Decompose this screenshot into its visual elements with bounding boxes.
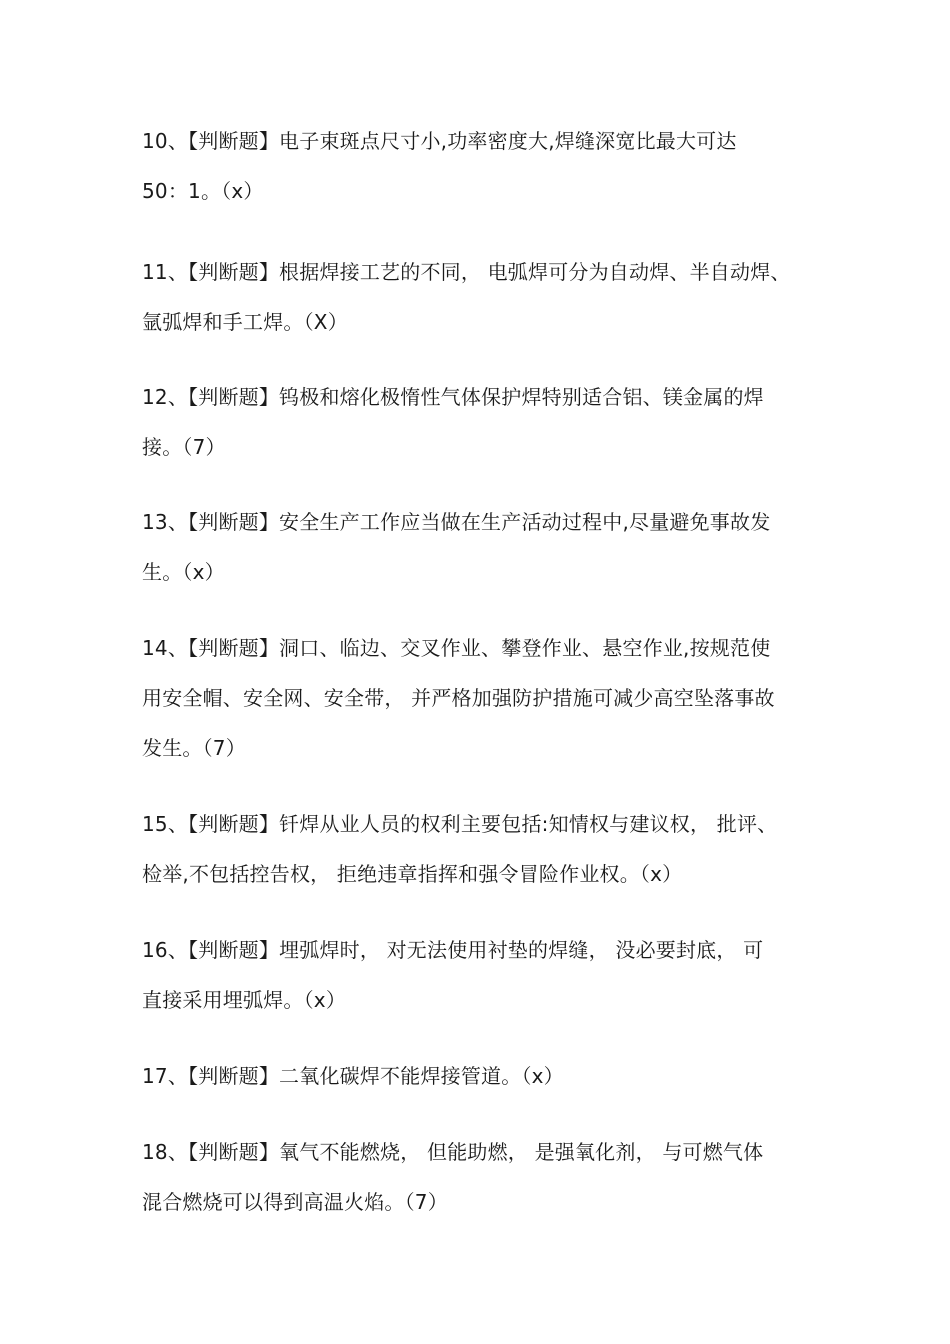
question-text-line: 11、【判断题】根据焊接工艺的不同， 电弧焊可分为自动焊、半自动焊、 bbox=[142, 260, 791, 284]
question-11 bbox=[142, 260, 842, 334]
question-17 bbox=[142, 1064, 842, 1088]
question-text-line: 生。（x） bbox=[142, 560, 225, 584]
question-text-line: 氩弧焊和手工焊。（X） bbox=[142, 310, 348, 334]
question-18 bbox=[142, 1140, 842, 1214]
question-text-line: 12、【判断题】钨极和熔化极惰性气体保护焊特别适合铝、镁金属的焊 bbox=[142, 385, 764, 409]
question-text-line: 用安全帽、安全网、安全带， 并严格加强防护措施可减少高空坠落事故 bbox=[142, 686, 775, 710]
question-text-line: 17、【判断题】二氧化碳焊不能焊接管道。（x） bbox=[142, 1064, 564, 1088]
question-text-line: 接。（7） bbox=[142, 435, 226, 459]
question-text-line: 16、【判断题】埋弧焊时， 对无法使用衬垫的焊缝， 没必要封底， 可 bbox=[142, 938, 764, 962]
question-text-line: 10、【判断题】电子束斑点尺寸小,功率密度大,焊缝深宽比最大可达 bbox=[142, 129, 737, 153]
question-text-line: 15、【判断题】钎焊从业人员的权利主要包括:知情权与建议权， 批评、 bbox=[142, 812, 778, 836]
question-text-line: 混合燃烧可以得到高温火焰。（7） bbox=[142, 1190, 448, 1214]
question-text-line: 50：1。（x） bbox=[142, 179, 264, 203]
question-15 bbox=[142, 812, 842, 886]
question-text-line: 检举,不包括控告权， 拒绝违章指挥和强令冒险作业权。（x） bbox=[142, 862, 683, 886]
question-14 bbox=[142, 636, 842, 760]
question-12 bbox=[142, 385, 842, 459]
question-text-line: 发生。（7） bbox=[142, 736, 246, 760]
question-10 bbox=[142, 129, 842, 203]
question-13 bbox=[142, 510, 842, 584]
question-text-line: 13、【判断题】安全生产工作应当做在生产活动过程中,尽量避免事故发 bbox=[142, 510, 771, 534]
question-text-line: 18、【判断题】氧气不能燃烧， 但能助燃， 是强氧化剂， 与可燃气体 bbox=[142, 1140, 764, 1164]
question-16 bbox=[142, 938, 842, 1012]
question-text-line: 14、【判断题】洞口、临边、交叉作业、攀登作业、悬空作业,按规范使 bbox=[142, 636, 771, 660]
question-text-line: 直接采用埋弧焊。（x） bbox=[142, 988, 347, 1012]
